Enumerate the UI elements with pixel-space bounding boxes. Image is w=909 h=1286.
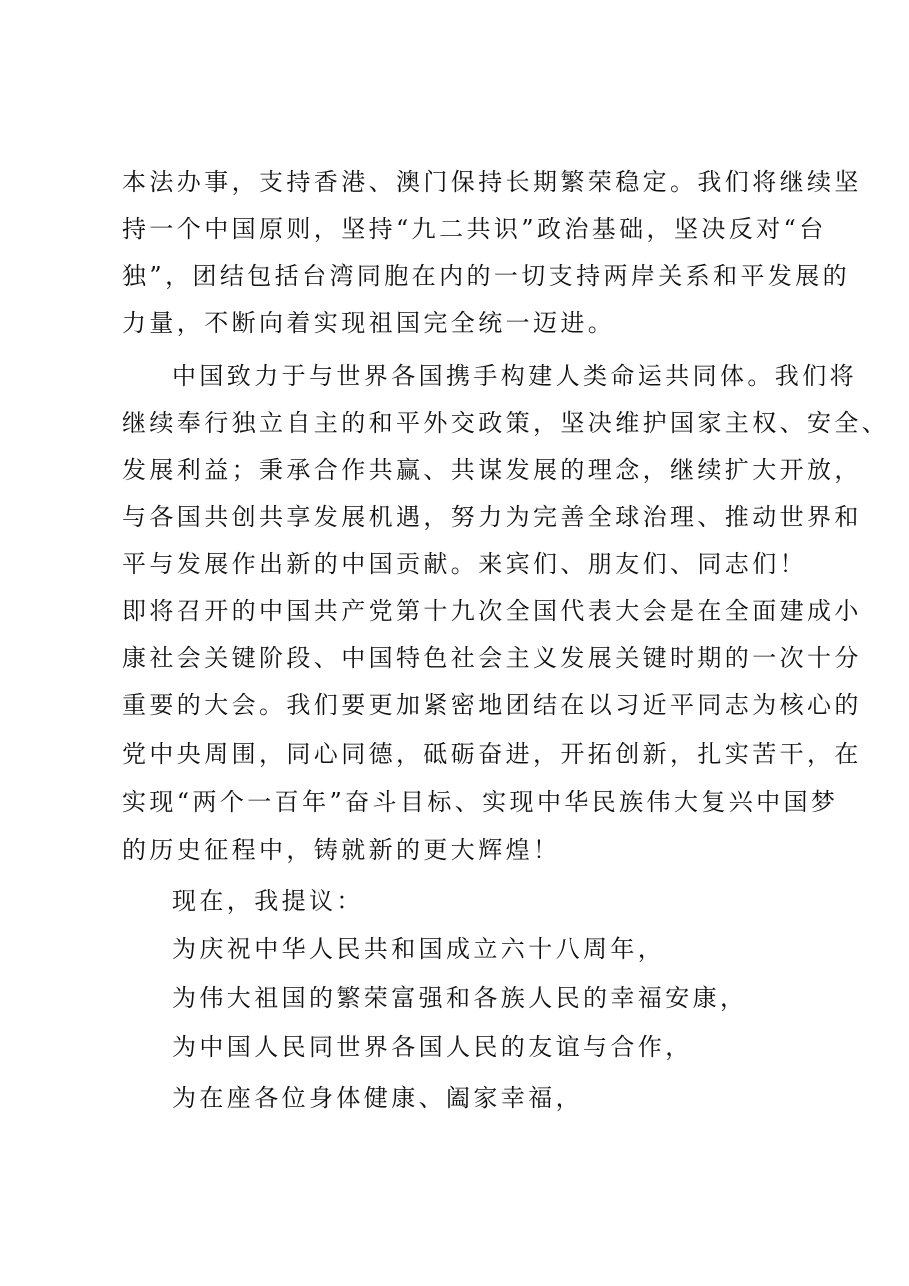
text-line: 继续奉行独立自主的和平外交政策，坚决维护国家主权、安全、 <box>122 409 890 437</box>
text-line: 为在座各位身体健康、阖家幸福， <box>172 1084 583 1112</box>
text-line: 平与发展作出新的中国贡献。来宾们、朋友们、同志们！ <box>122 550 807 578</box>
text-line: 重要的大会。我们要更加紧密地团结在以习近平同志为核心的 <box>122 691 862 719</box>
text-line: 本法办事，支持香港、澳门保持长期繁荣稳定。我们将继续坚 <box>122 168 862 196</box>
text-line: 为中国人民同世界各国人民的友谊与合作， <box>172 1033 693 1061</box>
text-line: 康社会关键阶段、中国特色社会主义发展关键时期的一次十分 <box>122 644 862 672</box>
text-line: 即将召开的中国共产党第十九次全国代表大会是在全面建成小 <box>122 597 862 625</box>
text-line: 独”，团结包括台湾同胞在内的一切支持两岸关系和平发展的 <box>122 262 851 290</box>
text-line: 实现“两个一百年”奋斗目标、实现中华民族伟大复兴中国梦 <box>122 788 839 816</box>
text-line: 中国致力于与世界各国携手构建人类命运共同体。我们将 <box>172 362 857 390</box>
text-line: 的历史征程中，铸就新的更大辉煌！ <box>122 836 561 864</box>
text-line: 持一个中国原则，坚持“九二共识”政治基础，坚决反对“台 <box>122 215 827 243</box>
text-line: 为庆祝中华人民共和国成立六十八周年， <box>172 935 666 963</box>
text-line: 与各国共创共享发展机遇，努力为完善全球治理、推动世界和 <box>122 503 862 531</box>
text-line: 发展利益；秉承合作共赢、共谋发展的理念，继续扩大开放， <box>122 456 862 484</box>
text-line: 现在，我提议： <box>172 887 364 915</box>
text-line: 为伟大祖国的繁荣富强和各族人民的幸福安康， <box>172 984 748 1012</box>
text-line: 力量，不断向着实现祖国完全统一迈进。 <box>122 309 616 337</box>
text-line: 党中央周围，同心同德，砥砺奋进，开拓创新，扎实苦干，在 <box>122 740 862 768</box>
